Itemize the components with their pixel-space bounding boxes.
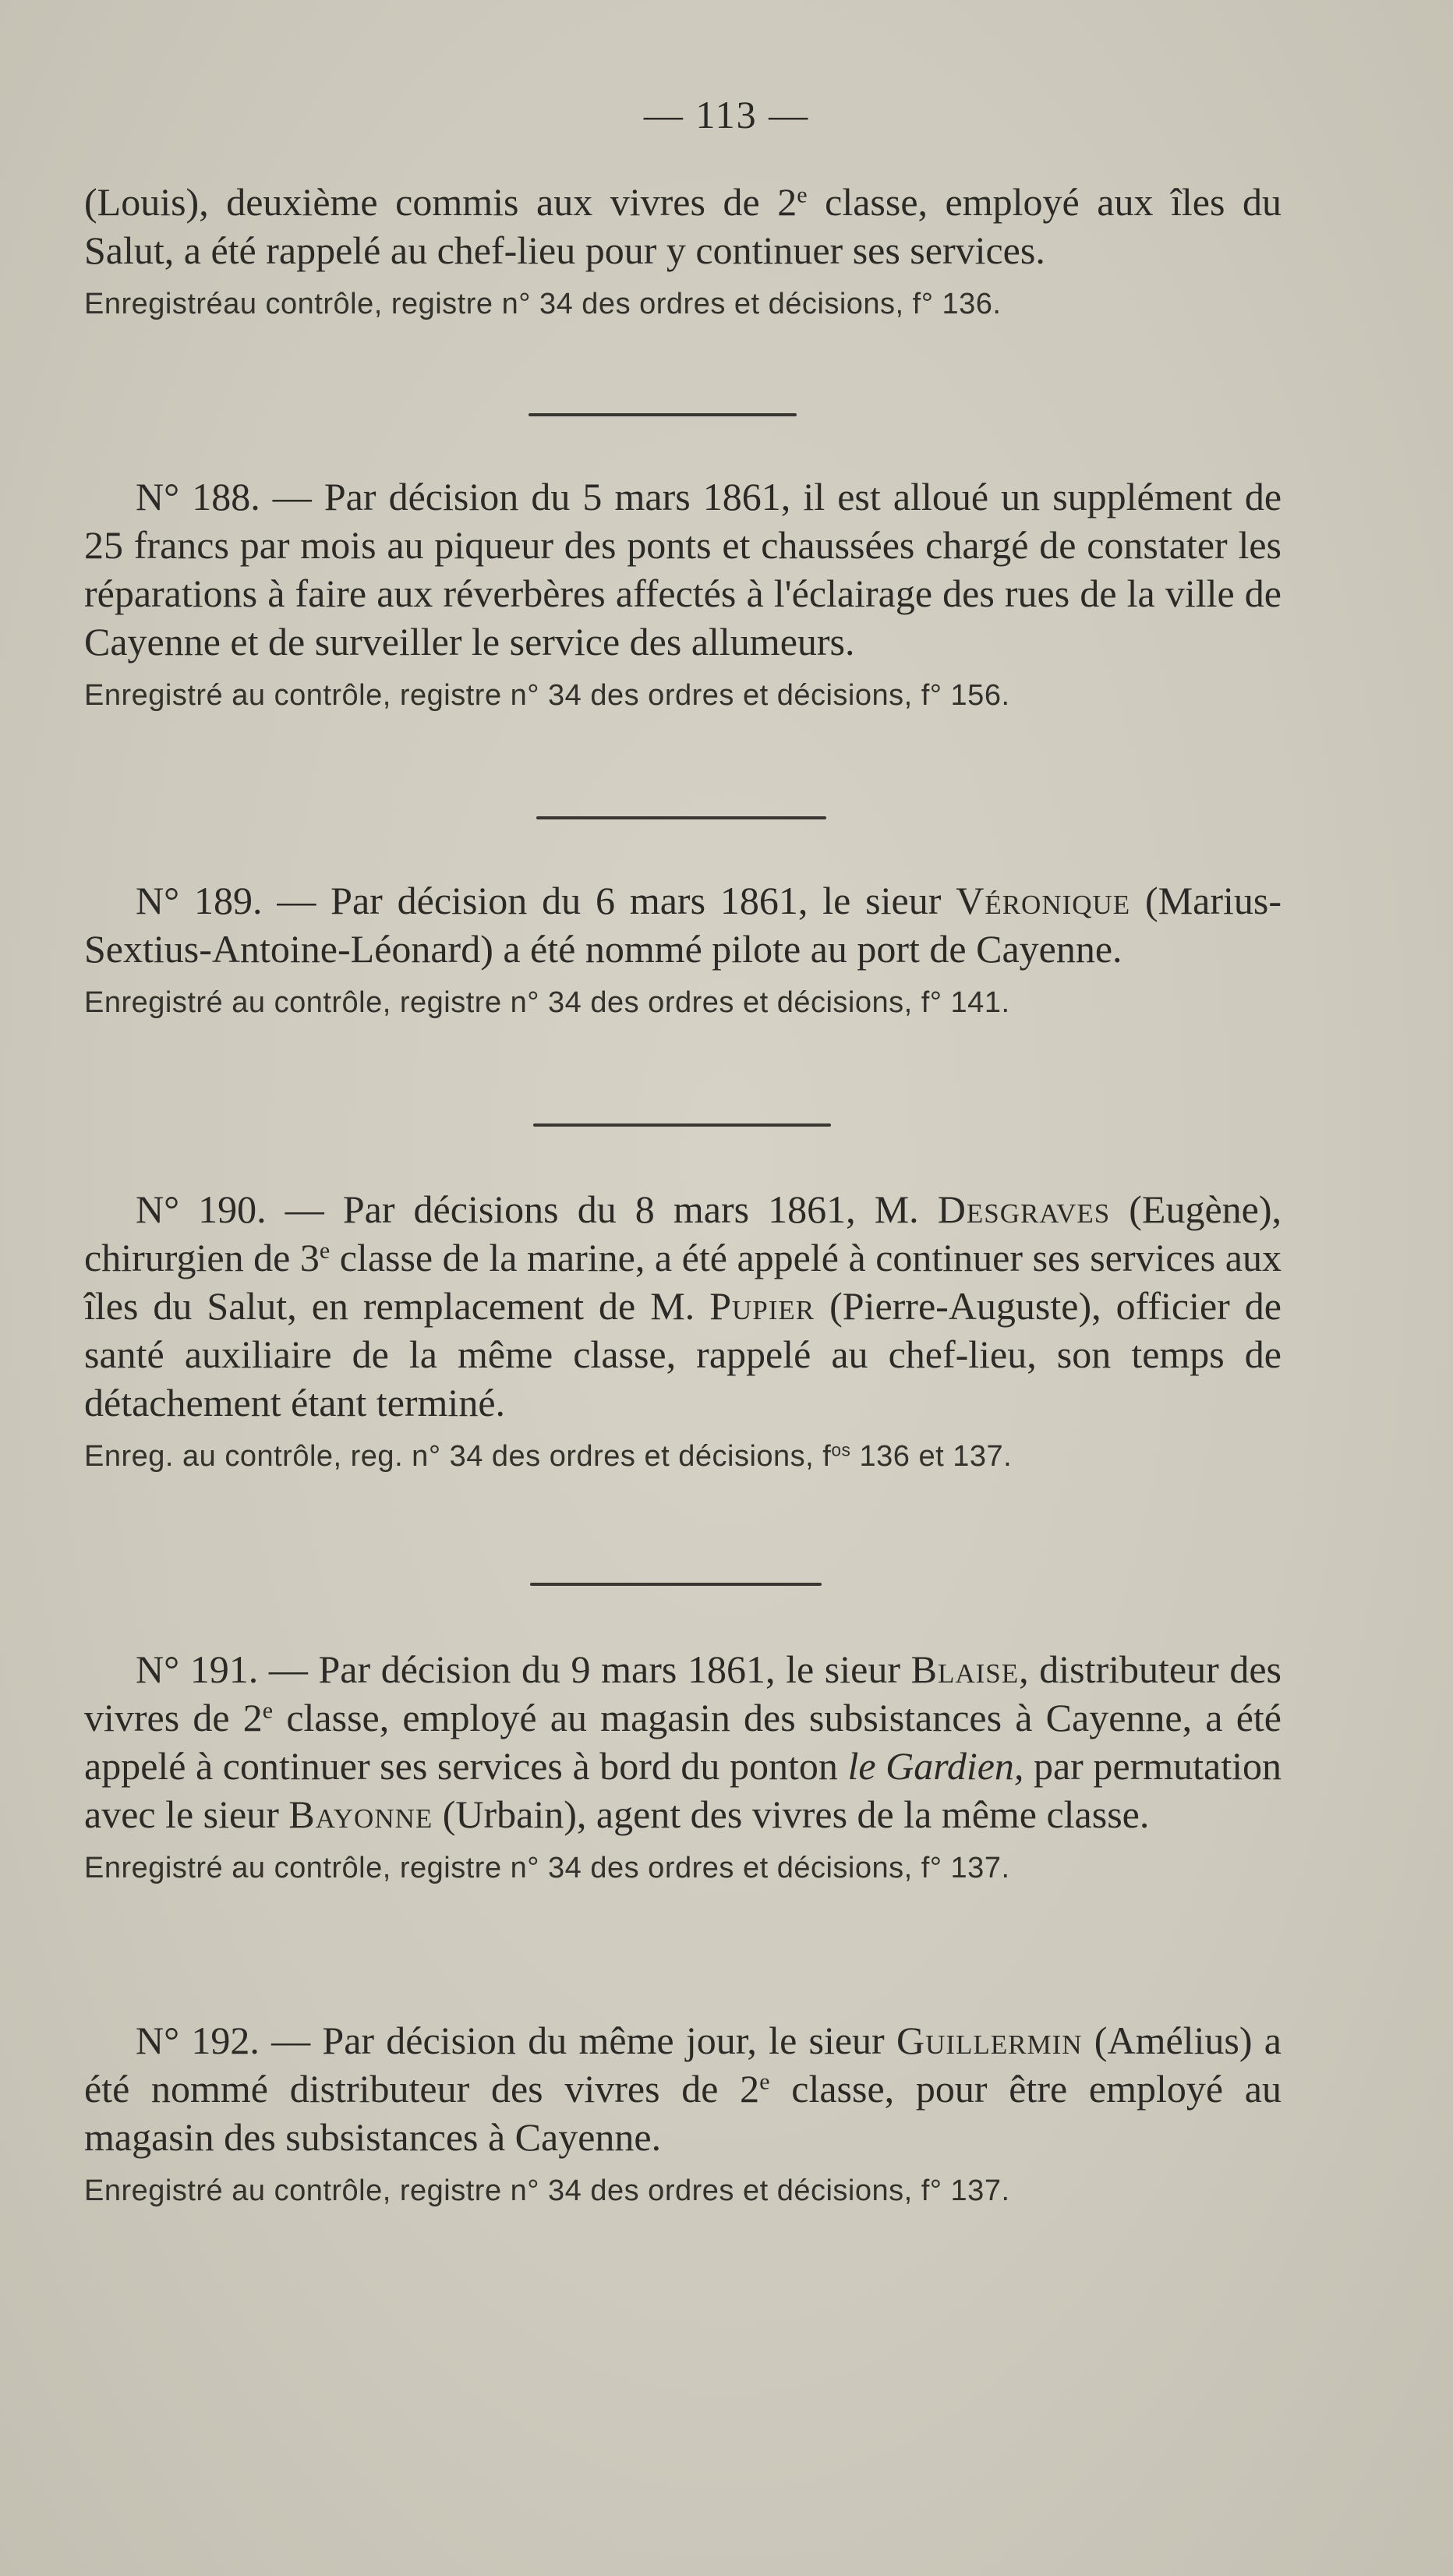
separator-rule (536, 816, 826, 819)
registration-note: Enregistré au contrôle, registre n° 34 des ordres et décisions, f° 156. (84, 679, 1010, 712)
entry-text: N° 188. — Par décision du 5 mars 1861, il est alloué un supplément de 25 francs par mois au piqueur des ponts et chaussées chargé de constater les réparations à faire aux réverbères affectés à l'éclairage des rues de la ville de Cayenne et de surveiller le service des allumeurs. (84, 475, 1282, 663)
separator-rule (533, 1123, 831, 1127)
entry-189 (84, 876, 1282, 1021)
registration-note: Enreg. au contrôle, reg. n° 34 des ordres et décisions, $f^{os}$ 136 et 137. (84, 1439, 1013, 1473)
entry-text: N° 191. — Par décision du 9 mars 1861, le sieur Blaise, distributeur des vivres de 2e classe, employé au magasin des subsistances à Cayenne, a été appelé à continuer ses services à bord du ponton le Gardien, par permutation avec le sieur Bayonne (Urbain), agent des vivres de la même classe. (84, 1647, 1282, 1836)
entry-192 (84, 2016, 1282, 2210)
separator-rule (530, 1583, 822, 1586)
entry-text: N° 189. — Par décision du 6 mars 1861, le sieur Véronique (Marius-Sextius-Antoine-Léonard) a été nommé pilote au port de Cayenne. (84, 879, 1282, 971)
page-number-value: 113 (695, 93, 758, 136)
entry-text: N° 192. — Par décision du même jour, le sieur Guillermin (Amélius) a été nommé distributeur des vivres de 2e classe, pour être employé au magasin des subsistances à Cayenne. (84, 2019, 1282, 2159)
separator-rule (529, 413, 797, 416)
entry-text: (Louis), deuxième commis aux vivres de 2e classe, employé aux îles du Salut, a été rappelé au chef-lieu pour y continuer ses services. (84, 180, 1282, 272)
registration-note: Enregistré au contrôle, registre n° 34 des ordres et décisions, f° 141. (84, 986, 1010, 1019)
registration-note: Enregistré au contrôle, registre n° 34 des ordres et décisions, f° 137. (84, 1852, 1010, 1884)
entry-190 (84, 1185, 1282, 1475)
page-number: — 113 — (643, 93, 810, 136)
registration-note: Enregistré au contrôle, registre n° 34 des ordres et décisions, f° 137. (84, 2174, 1010, 2207)
entry-continuation (84, 178, 1282, 323)
entry-text: N° 190. — Par décisions du 8 mars 1861, M. Desgraves (Eugène), chirurgien de 3e classe de la marine, a été appelé à continuer ses services aux îles du Salut, en remplacement de M. Pupier (Pierre-Auguste), officier de santé auxiliaire de la même classe, rappelé au chef-lieu, son temps de détachement étant terminé. (84, 1187, 1282, 1424)
entry-191 (84, 1645, 1282, 1887)
entry-188 (84, 472, 1282, 714)
registration-note: Enregistréau contrôle, registre n° 34 des ordres et décisions, f° 136. (84, 288, 1002, 320)
